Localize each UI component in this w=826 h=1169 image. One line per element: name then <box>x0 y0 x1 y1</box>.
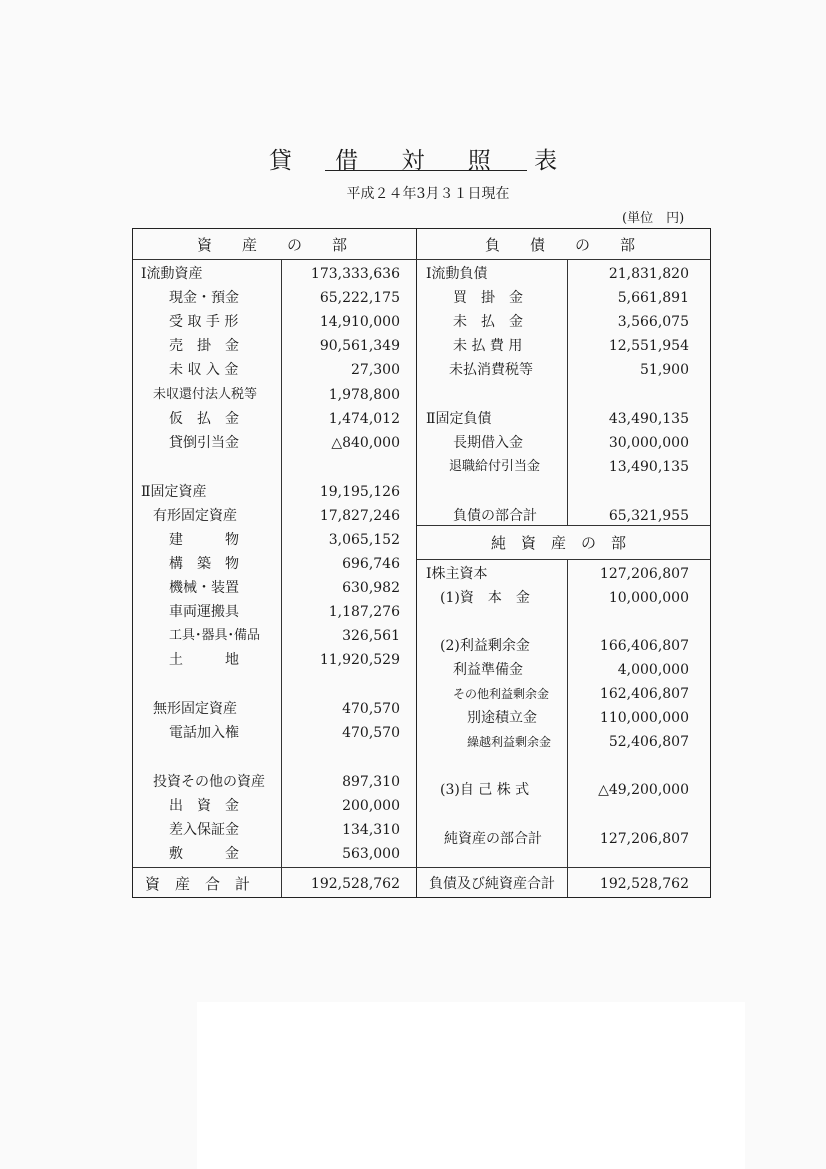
asset-amount: 14,910,000 <box>319 314 400 330</box>
asset-label: 受 取 手 形 <box>169 314 239 330</box>
unit-label: (単位 円) <box>622 211 685 226</box>
liability-label: 長期借入金 <box>453 435 523 451</box>
asset-amount: 1,978,800 <box>328 387 400 403</box>
assets-section-header: 資 産 の 部 <box>197 236 348 254</box>
asset-label: 敷 金 <box>169 846 239 862</box>
netasset-label: (1)資 本 金 <box>440 590 530 606</box>
netasset-amount: 127,206,807 <box>599 566 689 582</box>
assets-total-label: 資 産 合 計 <box>145 875 251 893</box>
liabilities-section-header: 負 債 の 部 <box>485 236 636 254</box>
asset-amount: 65,222,175 <box>319 290 400 306</box>
center-divider <box>416 229 417 897</box>
liability-label: Ⅰ流動負債 <box>426 266 488 282</box>
asset-amount: 134,310 <box>342 822 400 838</box>
asset-amount: 17,827,246 <box>319 508 400 524</box>
netasset-amount: 52,406,807 <box>608 734 689 750</box>
liability-label: 未 払 費 用 <box>453 338 523 354</box>
asset-amount: 470,570 <box>342 701 400 717</box>
asset-label: 未収還付法人税等 <box>153 387 258 402</box>
asset-amount: 90,561,349 <box>319 338 400 354</box>
netasset-amount: 10,000,000 <box>608 590 689 606</box>
assets-amount-divider <box>281 259 282 897</box>
liability-amount: 43,490,135 <box>608 411 689 427</box>
total-rule <box>133 867 710 868</box>
asset-amount: 696,746 <box>342 556 400 572</box>
liability-amount: 5,661,891 <box>617 290 689 306</box>
liability-amount: 21,831,820 <box>608 266 689 282</box>
netasset-label: 別途積立金 <box>467 710 537 726</box>
netasset-label: Ⅰ株主資本 <box>426 566 488 582</box>
asset-label: 出 資 金 <box>169 798 239 814</box>
liabilities-total-amount: 65,321,955 <box>608 508 689 524</box>
liability-label: 退職給付引当金 <box>449 459 541 474</box>
liability-amount: 3,566,075 <box>617 314 689 330</box>
asset-label: 土 地 <box>169 652 239 668</box>
asset-label: 電話加入権 <box>169 725 239 741</box>
asset-amount: 326,561 <box>342 628 400 644</box>
asset-label: 売 掛 金 <box>169 338 239 354</box>
asset-amount: 173,333,636 <box>310 266 400 282</box>
netasset-amount: 110,000,000 <box>599 710 689 726</box>
liability-amount: 12,551,954 <box>608 338 689 354</box>
asset-amount: 3,065,152 <box>328 532 400 548</box>
netassets-total-label: 純資産の部合計 <box>444 831 542 847</box>
netasset-amount: 162,406,807 <box>599 686 689 702</box>
asset-label: 投資その他の資産 <box>153 774 265 790</box>
netassets-header-rule <box>417 559 710 560</box>
asset-amount: 897,310 <box>342 774 400 790</box>
blank-area <box>197 1002 745 1169</box>
asset-amount: 630,982 <box>342 580 400 596</box>
balance-sheet-table <box>132 228 711 898</box>
liability-label: 未払消費税等 <box>449 362 533 378</box>
liabilities-total-label: 負債の部合計 <box>453 508 537 524</box>
asset-label: 有形固定資産 <box>153 508 237 524</box>
liability-amount: 13,490,135 <box>608 459 689 475</box>
asset-amount: 1,474,012 <box>328 411 400 427</box>
liabilities-amount-divider <box>567 259 568 525</box>
asset-amount: 563,000 <box>342 846 400 862</box>
asset-label: 未 収 入 金 <box>169 362 239 378</box>
asset-amount: △840,000 <box>331 435 400 451</box>
asset-amount: 19,195,126 <box>319 484 400 500</box>
netasset-label: その他利益剰余金 <box>453 687 550 701</box>
asset-amount: 470,570 <box>342 725 400 741</box>
netasset-amount: △49,200,000 <box>598 782 689 798</box>
asset-label: 構 築 物 <box>169 556 239 572</box>
asset-amount: 200,000 <box>342 798 400 814</box>
netassets-section-header: 純 資 産 の 部 <box>491 534 627 552</box>
asset-amount: 27,300 <box>351 362 400 378</box>
title-underline <box>325 170 527 171</box>
asset-label: 貸倒引当金 <box>169 435 239 451</box>
header-rule <box>133 259 710 260</box>
asset-amount: 11,920,529 <box>319 652 400 668</box>
liability-label: 未 払 金 <box>453 314 523 330</box>
asset-label: 仮 払 金 <box>169 411 239 427</box>
netassets-total-amount: 127,206,807 <box>599 831 689 847</box>
asset-label: 差入保証金 <box>169 822 239 838</box>
netasset-label: (2)利益剰余金 <box>440 638 530 654</box>
netasset-amount: 4,000,000 <box>617 662 689 678</box>
asset-label: 現金・預金 <box>169 290 239 306</box>
asset-label: 工具･器具･備品 <box>169 628 261 643</box>
assets-total-amount: 192,528,762 <box>310 876 400 892</box>
asset-label: Ⅰ流動資産 <box>141 266 203 282</box>
netasset-label: (3)自 己 株 式 <box>440 782 530 798</box>
asset-label: 機械・装置 <box>169 580 239 596</box>
asset-label: 車両運搬具 <box>169 604 239 620</box>
asset-label: 無形固定資産 <box>153 701 237 717</box>
netasset-amount: 166,406,807 <box>599 638 689 654</box>
report-date: 平成２４年3月３１日現在 <box>346 186 510 202</box>
liability-label: 買 掛 金 <box>453 290 523 306</box>
netasset-label: 利益準備金 <box>453 662 523 678</box>
liabilities-netassets-total-amount: 192,528,762 <box>599 876 689 892</box>
page-title: 貸 借 対 照 表 <box>268 148 576 174</box>
liabilities-netassets-total-label: 負債及び純資産合計 <box>429 876 555 892</box>
netassets-amount-divider <box>567 559 568 897</box>
liability-amount: 30,000,000 <box>608 435 689 451</box>
liability-amount: 51,900 <box>640 362 689 378</box>
asset-amount: 1,187,276 <box>328 604 400 620</box>
asset-label: 建 物 <box>169 532 239 548</box>
liability-label: Ⅱ固定負債 <box>426 411 492 427</box>
asset-label: Ⅱ固定資産 <box>141 484 207 500</box>
netasset-label: 繰越利益剰余金 <box>467 735 552 749</box>
